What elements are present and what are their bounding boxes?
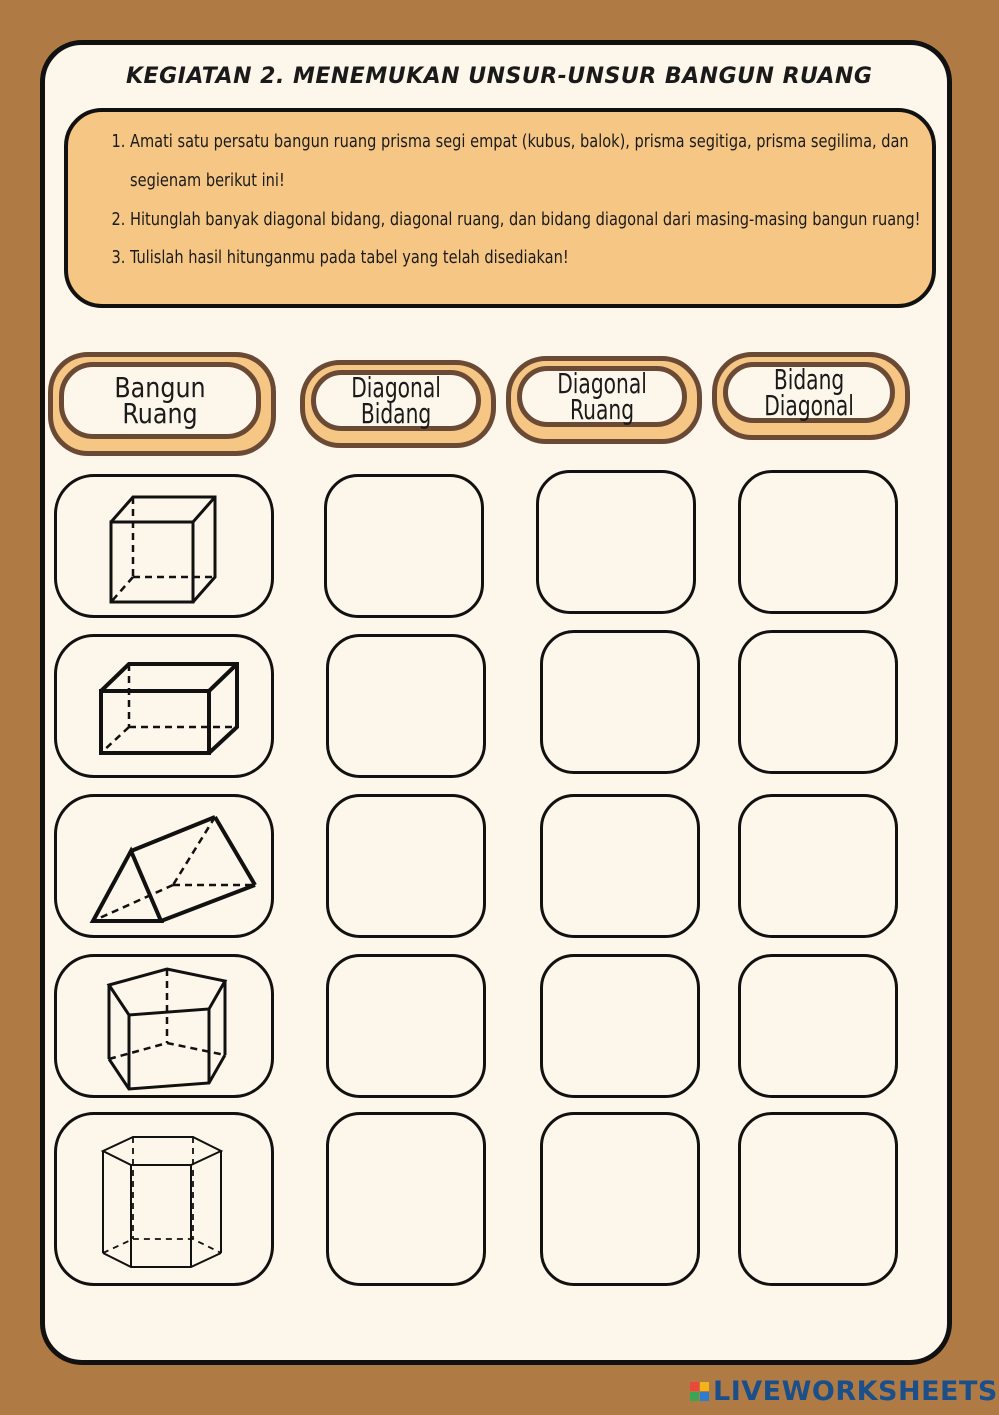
answer-cell-bidang-diagonal[interactable] (738, 1112, 898, 1286)
header-diagonal-ruang (506, 356, 702, 444)
instruction-item: 3. Tulislah hasil hitunganmu pada tabel yang telah disediakan! (130, 239, 922, 277)
answer-cell-diagonal-ruang[interactable] (540, 954, 700, 1098)
cube-icon (57, 477, 277, 621)
answer-cell-diagonal-ruang[interactable] (540, 630, 700, 774)
answer-cell-diagonal-ruang[interactable] (536, 470, 696, 614)
cuboid-icon (57, 637, 277, 781)
shape-cell-cube (54, 474, 274, 618)
page-title: KEGIATAN 2. MENEMUKAN UNSUR-UNSUR BANGUN RUANG (126, 64, 873, 89)
logo-text: LIVEWORKSHEETS (713, 1376, 998, 1407)
header-label: Bangun Ruang (114, 370, 206, 430)
answer-cell-diagonal-ruang[interactable] (540, 1112, 700, 1286)
header-bangun-ruang (48, 352, 276, 456)
shape-cell-triangular-prism (54, 794, 274, 938)
shape-cell-pentagonal-prism (54, 954, 274, 1098)
header-bidang-diagonal (712, 352, 910, 440)
instruction-item: 2. Hitunglah banyak diagonal bidang, diagonal ruang, dan bidang diagonal dari masing-masing bangun ruang! (130, 200, 922, 239)
answer-cell-bidang-diagonal[interactable] (738, 794, 898, 938)
header-label-line2: Diagonal (764, 388, 854, 422)
header-label-line1: Bidang (773, 362, 845, 396)
answer-cell-diagonal-bidang[interactable] (326, 1112, 486, 1286)
header-label-line1: Diagonal (557, 366, 647, 400)
logo-mark-icon (690, 1382, 709, 1401)
instruction-item: 1. Amati satu persatu bangun ruang prisma segi empat (kubus, balok), prisma segitiga, prisma segilima, dan segienam berikut ini! (130, 122, 922, 200)
answer-cell-diagonal-ruang[interactable] (540, 794, 700, 938)
header-label-line1: Diagonal (351, 370, 441, 404)
shape-cell-hexagonal-prism (54, 1112, 274, 1286)
header-diagonal-bidang (300, 360, 496, 448)
triangular-prism-icon (57, 797, 277, 941)
answer-cell-bidang-diagonal[interactable] (738, 470, 898, 614)
instructions-box (64, 108, 936, 308)
header-label-line2: Bidang (360, 396, 432, 430)
liveworksheets-logo (690, 1376, 998, 1407)
answer-cell-diagonal-bidang[interactable] (326, 794, 486, 938)
hexagonal-prism-icon (57, 1115, 277, 1289)
shape-cell-cuboid (54, 634, 274, 778)
instructions-list (108, 122, 921, 277)
answer-cell-bidang-diagonal[interactable] (738, 954, 898, 1098)
answer-cell-diagonal-bidang[interactable] (326, 634, 486, 778)
pentagonal-prism-icon (57, 957, 277, 1101)
header-label-line2: Ruang (569, 392, 635, 426)
answer-cell-diagonal-bidang[interactable] (326, 954, 486, 1098)
answer-cell-bidang-diagonal[interactable] (738, 630, 898, 774)
answer-cell-diagonal-bidang[interactable] (324, 474, 484, 618)
